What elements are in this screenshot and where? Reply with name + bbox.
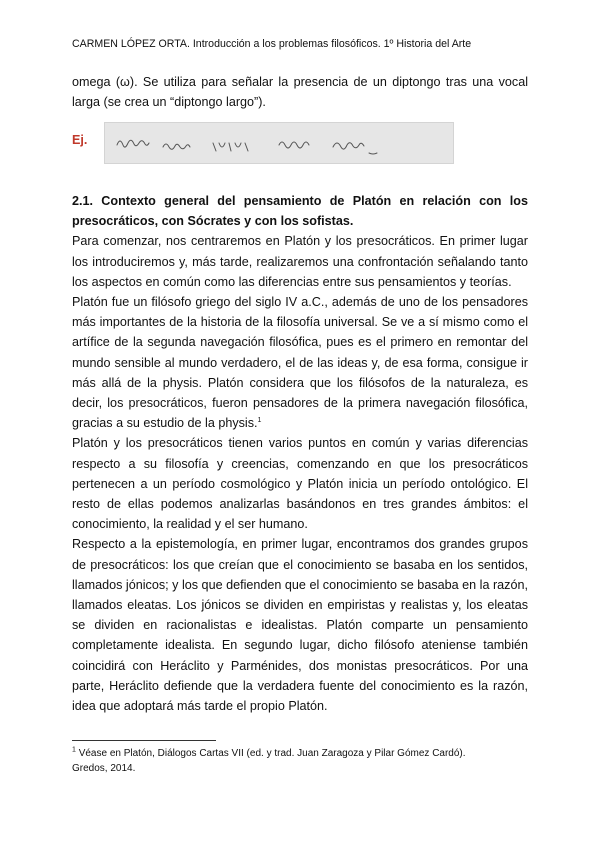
footnote-divider — [72, 740, 216, 741]
greek-diphthong-image — [104, 122, 454, 164]
footnote-reference[interactable]: 1 — [257, 417, 262, 425]
footnote-line-1 — [72, 746, 528, 761]
footnote — [72, 746, 528, 776]
section-title: 2.1. Contexto general del pensamiento de Platón en relación con los presocráticos, con Sócrates y con los sofistas. — [72, 194, 528, 229]
greek-handwriting-illustration — [105, 123, 453, 163]
paragraph-epistemology: Respecto a la epistemología, en primer lugar, encontramos dos grandes grupos de presocráticos: los que creían que el conocimiento se basaba en los sentidos, llamados jónicos; y los que defienden que el conocimiento se basaba en la razón, llamados eleatas. Los jónicos se dividen en empiristas y realistas y, los eleatas se dividen en racionalistas e idealistas. Platón comparte un pensamiento completamente idealista. En segundo lugar, dicho filósofo ateniense también coincidirá con Heráclito y Parménides, dos monistas presocráticos. Por una parte, Heráclito defiende que la verdadera fuente del conocimiento es la razón, idea que adoptará más tarde el propio Platón. — [72, 537, 528, 714]
footnote-marker: 1 — [72, 746, 76, 754]
running-header: CARMEN LÓPEZ ORTA. Introducción a los problemas filosóficos. 1º Historia del Arte — [72, 38, 472, 50]
paragraph-comparison: Platón y los presocráticos tienen varios puntos en común y varias diferencias respecto a su filosofía y creencias, comenzando en que los presocráticos pertenecen a un período cosmológico y Platón inicia un período ontológico. El resto de ellas podemos analizarlas basándonos en tres grandes ámbitos: el conocimiento, la realidad y el ser humano. — [72, 436, 528, 532]
footnote-text-1: Véase en Platón, Diálogos Cartas VII (ed. y trad. Juan Zaragoza y Pilar Gómez Cardó). — [78, 748, 466, 759]
paragraph-intro: Para comenzar, nos centraremos en Platón y los presocráticos. En primer lugar los introduciremos y, más tarde, realizaremos una confrontación señalando tanto los aspectos en común como las diferencias entre sus pensamientos y teorías. — [72, 234, 528, 289]
footnote-line-2: Gredos, 2014. — [72, 763, 136, 774]
intro-text: omega (ω). Se utiliza para señalar la presencia de un diptongo tras una vocal larga (se crea un “diptongo largo”). — [72, 75, 528, 110]
example-row — [72, 122, 532, 164]
main-section — [72, 191, 528, 716]
paragraph-platon-text: Platón fue un filósofo griego del siglo IV a.C., además de uno de los pensadores más importantes de la historia de la filosofía universal. Se ve a sí mismo como el artífice de la segunda navegación filosófica, pues es el primero en remontar del mundo sensible al mundo verdadero, el de las ideas y, de esa forma, consigue ir más allá de la physis. Platón considera que los filósofos de la naturaleza, es decir, los presocráticos, fueron pensadores de la primera navegación filosófica, gracias a su estudio de la physis. — [72, 295, 528, 431]
paragraph-platon — [72, 292, 528, 433]
intro-paragraph — [72, 72, 528, 112]
example-label: Ej. — [72, 133, 88, 147]
